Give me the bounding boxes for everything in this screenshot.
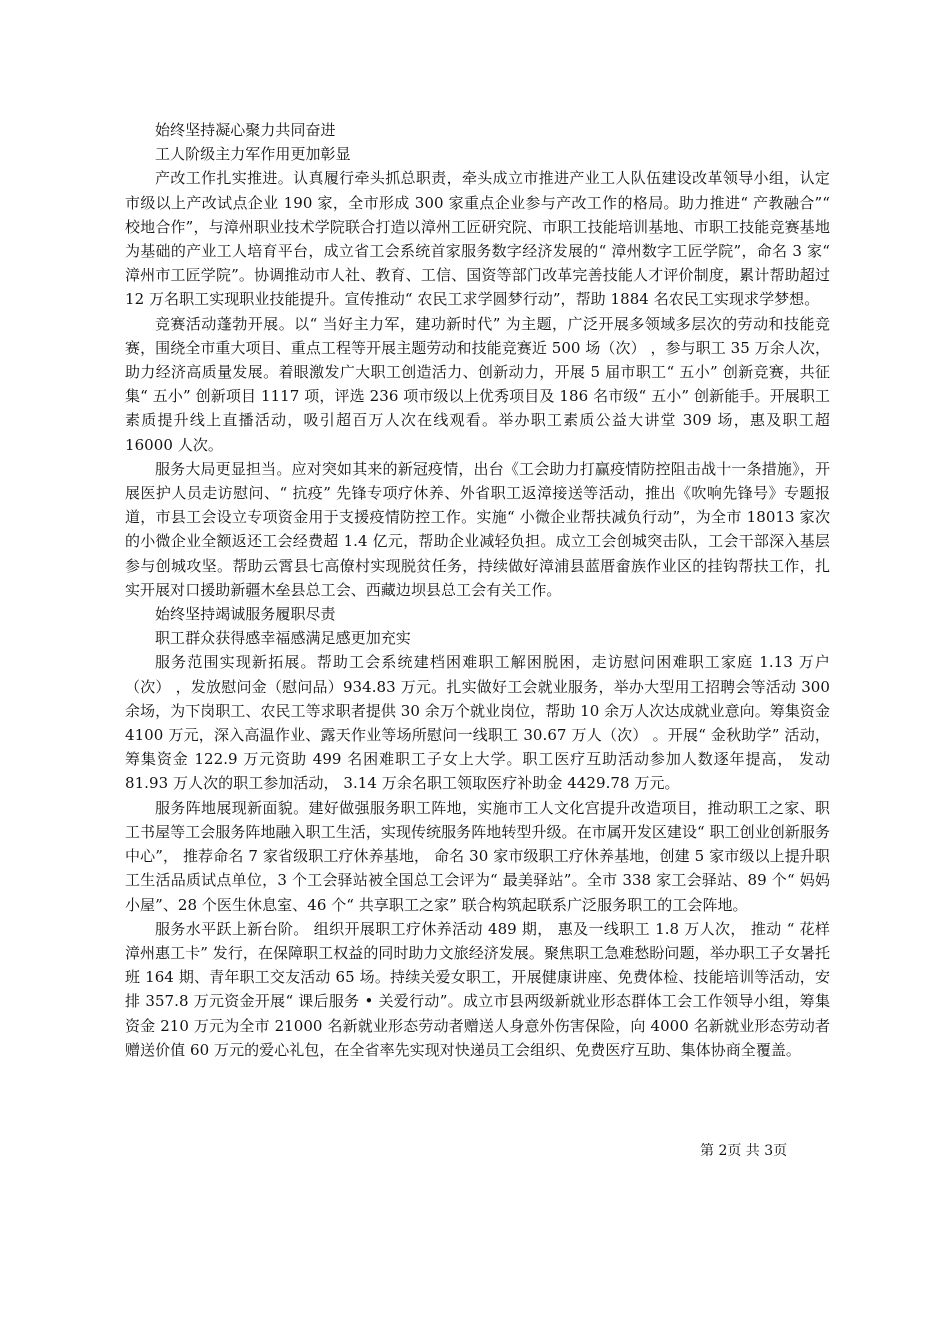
section-subheading: 工人阶级主力军作用更加彰显 — [155, 145, 351, 164]
body-paragraph: 竞赛活动蓬勃开展。以“ 当好主力军，建功新时代” 为主题，广泛开展多领域多层次的劳动和技能竞赛，围绕全市重大项目、重点工程等开展主题劳动和技能竞赛近 500 场（次） ，参与职工 35 万余人次，助力经济高质量发展。着眼激发广大职工创造活力、创新动力，开展 5 届市职工“ 五小” 创新竞赛，共征集“ 五小” 创新项目 1117 项，评选 236 项市级以上优秀项目及 186 名市级“ 五小” 创新能手。开展职工素质提升线上直播活动，吸引超百万人次在线观看。举办职工素质公益大讲堂 309 场，惠及职工超 16000 人次。 — [125, 314, 830, 454]
section-heading: 始终坚持竭诚服务履职尽责 — [155, 605, 336, 624]
section-subheading: 职工群众获得感幸福感满足感更加充实 — [155, 629, 411, 648]
body-paragraph: 服务阵地展现新面貌。建好做强服务职工阵地，实施市工人文化宫提升改造项目，推动职工之家、职工书屋等工会服务阵地融入职工生活，实现传统服务阵地转型升级。在市属开发区建设“ 职工创业创新服务中心”， 推荐命名 7 家省级职工疗休养基地， 命名 30 家市级职工疗休养基地，创建 5 家市级以上提升职工生活品质试点单位，3 个工会驿站被全国总工会评为“ 最美驿站”。全市 338 家工会驿站、89 个“ 妈妈小屋”、28 个医生休息室、46 个“ 共享职工之家” 联合构筑起联系广泛服务职工的工会阵地。 — [125, 798, 830, 914]
page-number: 第 2页 共 3页 — [700, 1143, 788, 1159]
body-paragraph: 产改工作扎实推进。认真履行牵头抓总职责，牵头成立市推进产业工人队伍建设改革领导小组，认定市级以上产改试点企业 190 家，全市形成 300 家重点企业参与产改工作的格局。助力推进“ 产教融合”“ 校地合作”，与漳州职业技术学院联合打造以漳州工匠研究院、市职工技能培训基地、市职工技能竞赛基地为基础的产业工人培育平台，成立省工会系统首家服务数字经济发展的“ 漳州数字工匠学院”，命名 3 家“ 漳州市工匠学院”。协调推动市人社、教育、工信、国资等部门改革完善技能人才评价制度，累计帮助超过 12 万名职工实现职业技能提升。宣传推动“ 农民工求学圆梦行动”，帮助 1884 名农民工实现求学梦想。 — [125, 169, 830, 309]
body-paragraph: 服务大局更显担当。应对突如其来的新冠疫情，出台《工会助力打赢疫情防控阻击战十一条措施》，开展医护人员走访慰问、“ 抗疫” 先锋专项疗休养、外省职工返漳接送等活动，推出《吹响先锋号》专题报道，市县工会设立专项资金用于支援疫情防控工作。实施“ 小微企业帮扶减负行动”，为全市 18013 家次的小微企业全额返还工会经费超 1.4 亿元，帮助企业减轻负担。成立工会创城突击队，工会干部深入基层参与创城攻坚。帮助云霄县七高僚村实现脱贫任务，持续做好漳浦县蓝厝畲族作业区的挂钩帮扶工作，扎实开展对口援助新疆木垒县总工会、西藏边坝县总工会有关工作。 — [125, 459, 830, 599]
section-heading: 始终坚持凝心聚力共同奋进 — [155, 121, 336, 139]
body-paragraph: 服务范围实现新拓展。帮助工会系统建档困难职工解困脱困，走访慰问困难职工家庭 1.13 万户（次） ，发放慰问金（慰问品）934.83 万元。扎实做好工会就业服务，举办大型用工招聘会等活动 300 余场，为下岗职工、农民工等求职者提供 30 余万个就业岗位，帮助 10 余万人次达成就业意向。筹集资金 4100 万元，深入高温作业、露天作业等场所慰问一线职工 30.67 万人（次） 。开展“ 金秋助学” 活动，筹集资金 122.9 万元资助 499 名困难职工子女上大学。职工医疗互助活动参加人数逐年提高， 发动 81.93 万人次的职工参加活动， 3.14 万余名职工领取医疗补助金 4429.78 万元。 — [125, 653, 830, 793]
body-paragraph: 服务水平跃上新台阶。 组织开展职工疗休养活动 489 期， 惠及一线职工 1.8 万人次， 推动 “ 花样漳州惠工卡” 发行，在保障职工权益的同时助力文旅经济发展。聚焦职工急难愁盼问题，举办职工子女暑托班 164 期、青年职工交友活动 65 场。持续关爱女职工，开展健康讲座、免费体检、技能培训等活动，安排 357.8 万元资金开展“ 课后服务 • 关爱行动”。成立市县两级新就业形态群体工会工作领导小组，筹集资金 210 万元为全市 21000 名新就业形态劳动者赠送人身意外伤害保险，向 4000 名新就业形态劳动者赠送价值 60 万元的爱心礼包，在全省率先实现对快递员工会组织、免费医疗互助、集体协商全覆盖。 — [125, 919, 830, 1059]
document-body — [125, 118, 830, 1062]
